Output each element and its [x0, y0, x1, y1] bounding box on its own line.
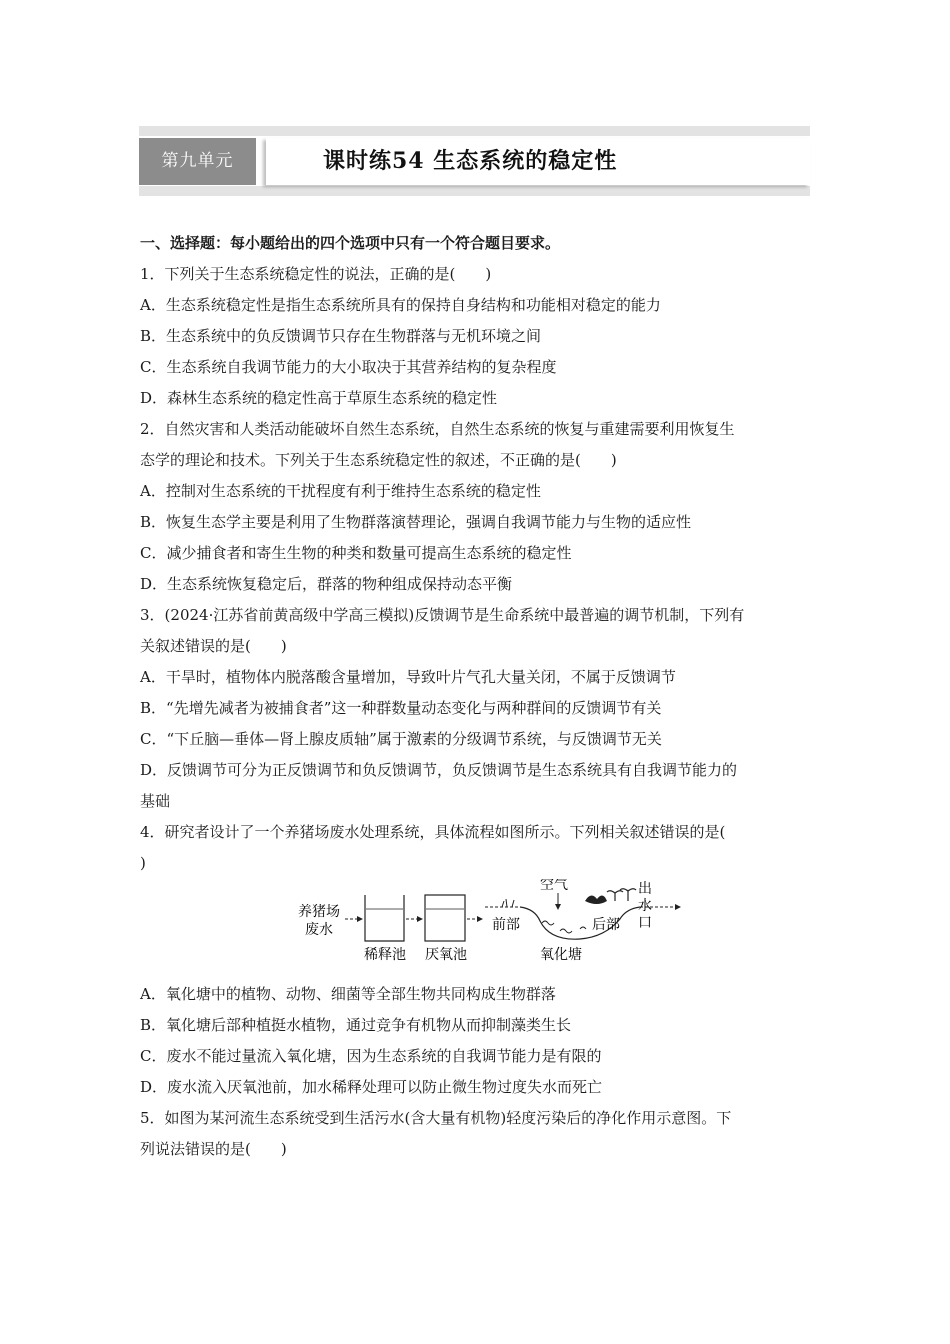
dilution-tank [365, 895, 404, 941]
unit-header [139, 126, 810, 196]
q3-stem-line1: 3．(2024·江苏省前黄高级中学高三模拟)反馈调节是生命系统中最普遍的调节机制，下列有 [140, 606, 745, 624]
label-air: 空气 [540, 879, 568, 893]
q2-option-c: C．减少捕食者和寄生生物的种类和数量可提高生态系统的稳定性 [140, 544, 572, 562]
q2-option-d: D．生态系统恢复稳定后，群落的物种组成保持动态平衡 [140, 575, 513, 593]
q2-stem-line2: 态学的理论和技术。下列关于生态系统稳定性的叙述，不正确的是( ) [140, 451, 617, 469]
header-bottom-rule [139, 186, 810, 196]
label-source-line2: 废水 [305, 922, 333, 938]
q5-stem-line2: 列说法错误的是( ) [140, 1140, 287, 1158]
q4-option-b: B．氧化塘后部种植挺水植物，通过竞争有机物从而抑制藻类生长 [140, 1016, 572, 1034]
q1-option-d: D．森林生态系统的稳定性高于草原生态系统的稳定性 [140, 389, 498, 407]
section-heading: 一、选择题：每小题给出的四个选项中只有一个符合题目要求。 [140, 234, 561, 252]
label-pond-back: 后部 [592, 917, 620, 933]
label-outlet-3: 口 [638, 915, 652, 931]
q1-stem: 1．下列关于生态系统稳定性的说法，正确的是( ) [140, 265, 492, 283]
label-anaerobic-tank: 厌氧池 [425, 947, 467, 963]
unit-label: 第九单元 [139, 138, 256, 185]
label-dilution-tank: 稀释池 [364, 947, 406, 963]
q3-stem-line2: 关叙述错误的是( ) [140, 637, 287, 655]
oxidation-pond-basin [520, 907, 640, 939]
label-outlet-1: 出 [638, 881, 652, 897]
q3-option-c: C．“下丘脑—垂体—肾上腺皮质轴”属于激素的分级调节系统，与反馈调节无关 [140, 730, 662, 748]
q4-stem-line2: ) [140, 854, 146, 872]
header-top-rule [139, 126, 810, 136]
q1-option-a: A．生态系统稳定性是指生态系统所具有的保持自身结构和功能相对稳定的能力 [140, 296, 661, 314]
q3-option-b: B．“先增先减者为被捕食者”这一种群数量动态变化与两种群间的反馈调节有关 [140, 699, 662, 717]
q3-option-d-line2: 基础 [140, 792, 171, 810]
q2-option-b: B．恢复生态学主要是利用了生物群落演替理论，强调自我调节能力与生物的适应性 [140, 513, 692, 531]
label-source-line1: 养猪场 [298, 904, 340, 920]
wastewater-process-figure [140, 879, 810, 979]
q5-stem-line1: 5．如图为某河流生态系统受到生活污水(含大量有机物)轻度污染后的净化作用示意图。下 [140, 1109, 732, 1127]
anaerobic-tank [425, 895, 465, 941]
q4-option-c: C．废水不能过量流入氧化塘，因为生态系统的自我调节能力是有限的 [140, 1047, 602, 1065]
label-oxidation-pond: 氧化塘 [540, 947, 582, 963]
title-panel [266, 138, 810, 185]
reed-plants-icon [502, 899, 514, 907]
q4-option-a: A．氧化塘中的植物、动物、细菌等全部生物共同构成生物群落 [140, 985, 556, 1003]
q1-option-b: B．生态系统中的负反馈调节只存在生物群落与无机环境之间 [140, 327, 542, 345]
label-outlet-2: 水 [638, 898, 652, 914]
q2-stem-line1: 2．自然灾害和人类活动能破坏自然生态系统，自然生态系统的恢复与重建需要利用恢复生 [140, 420, 735, 438]
q3-option-a: A．干旱时，植物体内脱落酸含量增加，导致叶片气孔大量关闭，不属于反馈调节 [140, 668, 676, 686]
q2-option-a: A．控制对生态系统的干扰程度有利于维持生态系统的稳定性 [140, 482, 541, 500]
q3-option-d-line1: D．反馈调节可分为正反馈调节和负反馈调节，负反馈调节是生态系统具有自我调节能力的 [140, 761, 738, 779]
label-pond-front: 前部 [492, 917, 520, 933]
q1-option-c: C．生态系统自我调节能力的大小取决于其营养结构的复杂程度 [140, 358, 557, 376]
q4-stem-line1: 4．研究者设计了一个养猪场废水处理系统，具体流程如图所示。下列相关叙述错误的是( [140, 823, 726, 841]
aquatic-plant-icon [607, 889, 636, 901]
process-diagram [140, 879, 810, 979]
page-title: 课时练54 生态系统的稳定性 [323, 148, 618, 174]
emergent-plant-icon [585, 895, 607, 904]
document-body [140, 228, 810, 1165]
q4-option-d: D．废水流入厌氧池前，加水稀释处理可以防止微生物过度失水而死亡 [140, 1078, 603, 1096]
